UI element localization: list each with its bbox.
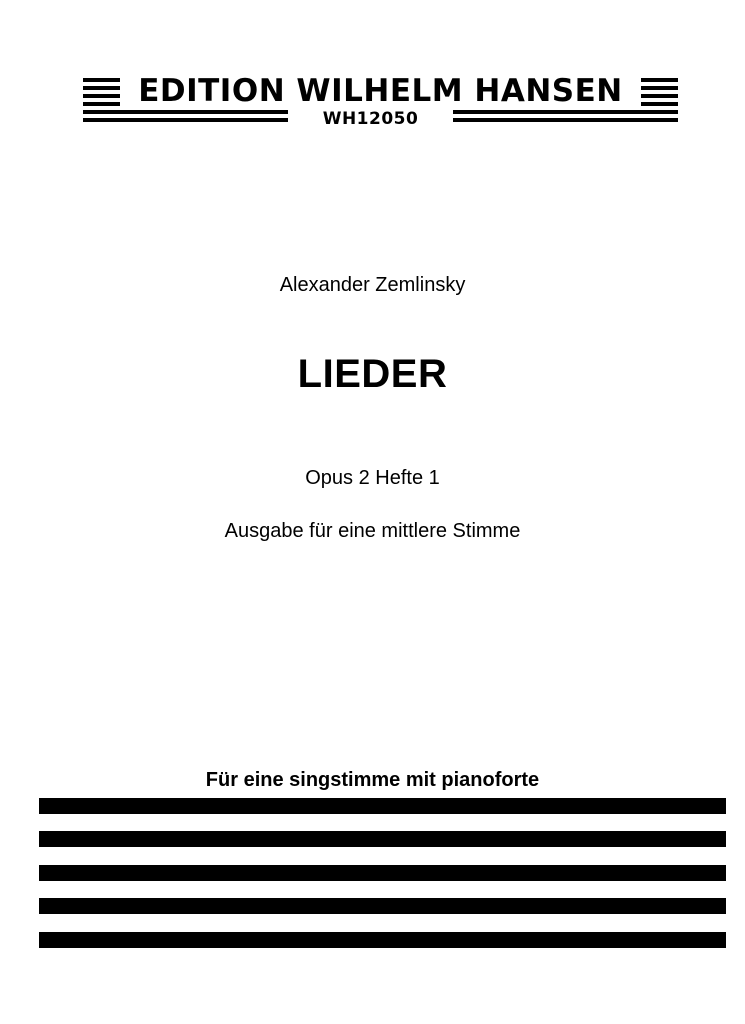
logo-bar	[641, 86, 678, 90]
logo-rule-left-lower	[83, 118, 288, 122]
composer-name: Alexander Zemlinsky	[279, 274, 466, 296]
logo-bar	[83, 78, 120, 82]
logo-bar	[83, 94, 120, 98]
publisher-name: EDITION WILHELM HANSEN	[138, 73, 623, 109]
stripe	[39, 798, 726, 814]
stripe	[39, 898, 726, 914]
logo-rule-left-upper	[83, 110, 288, 114]
decorative-stripes	[39, 798, 726, 948]
stripe	[39, 865, 726, 881]
logo-rule-right-lower	[453, 118, 678, 122]
stripe	[39, 932, 726, 948]
stripe	[39, 831, 726, 847]
edition-note: Ausgabe für eine mittlere Stimme	[224, 520, 521, 542]
opus-number: Opus 2 Hefte 1	[305, 467, 440, 489]
publisher-logo	[83, 73, 678, 129]
work-title: LIEDER	[297, 352, 448, 396]
logo-bars-left	[83, 78, 120, 106]
catalog-number: WH12050	[322, 109, 419, 129]
logo-bar	[641, 102, 678, 106]
logo-rule-right-upper	[453, 110, 678, 114]
logo-bar	[641, 94, 678, 98]
logo-bar	[83, 102, 120, 106]
logo-bar	[641, 78, 678, 82]
scoring-line: Für eine singstimme mit pianoforte	[205, 769, 540, 791]
logo-bar	[83, 86, 120, 90]
logo-bars-right	[641, 78, 678, 106]
